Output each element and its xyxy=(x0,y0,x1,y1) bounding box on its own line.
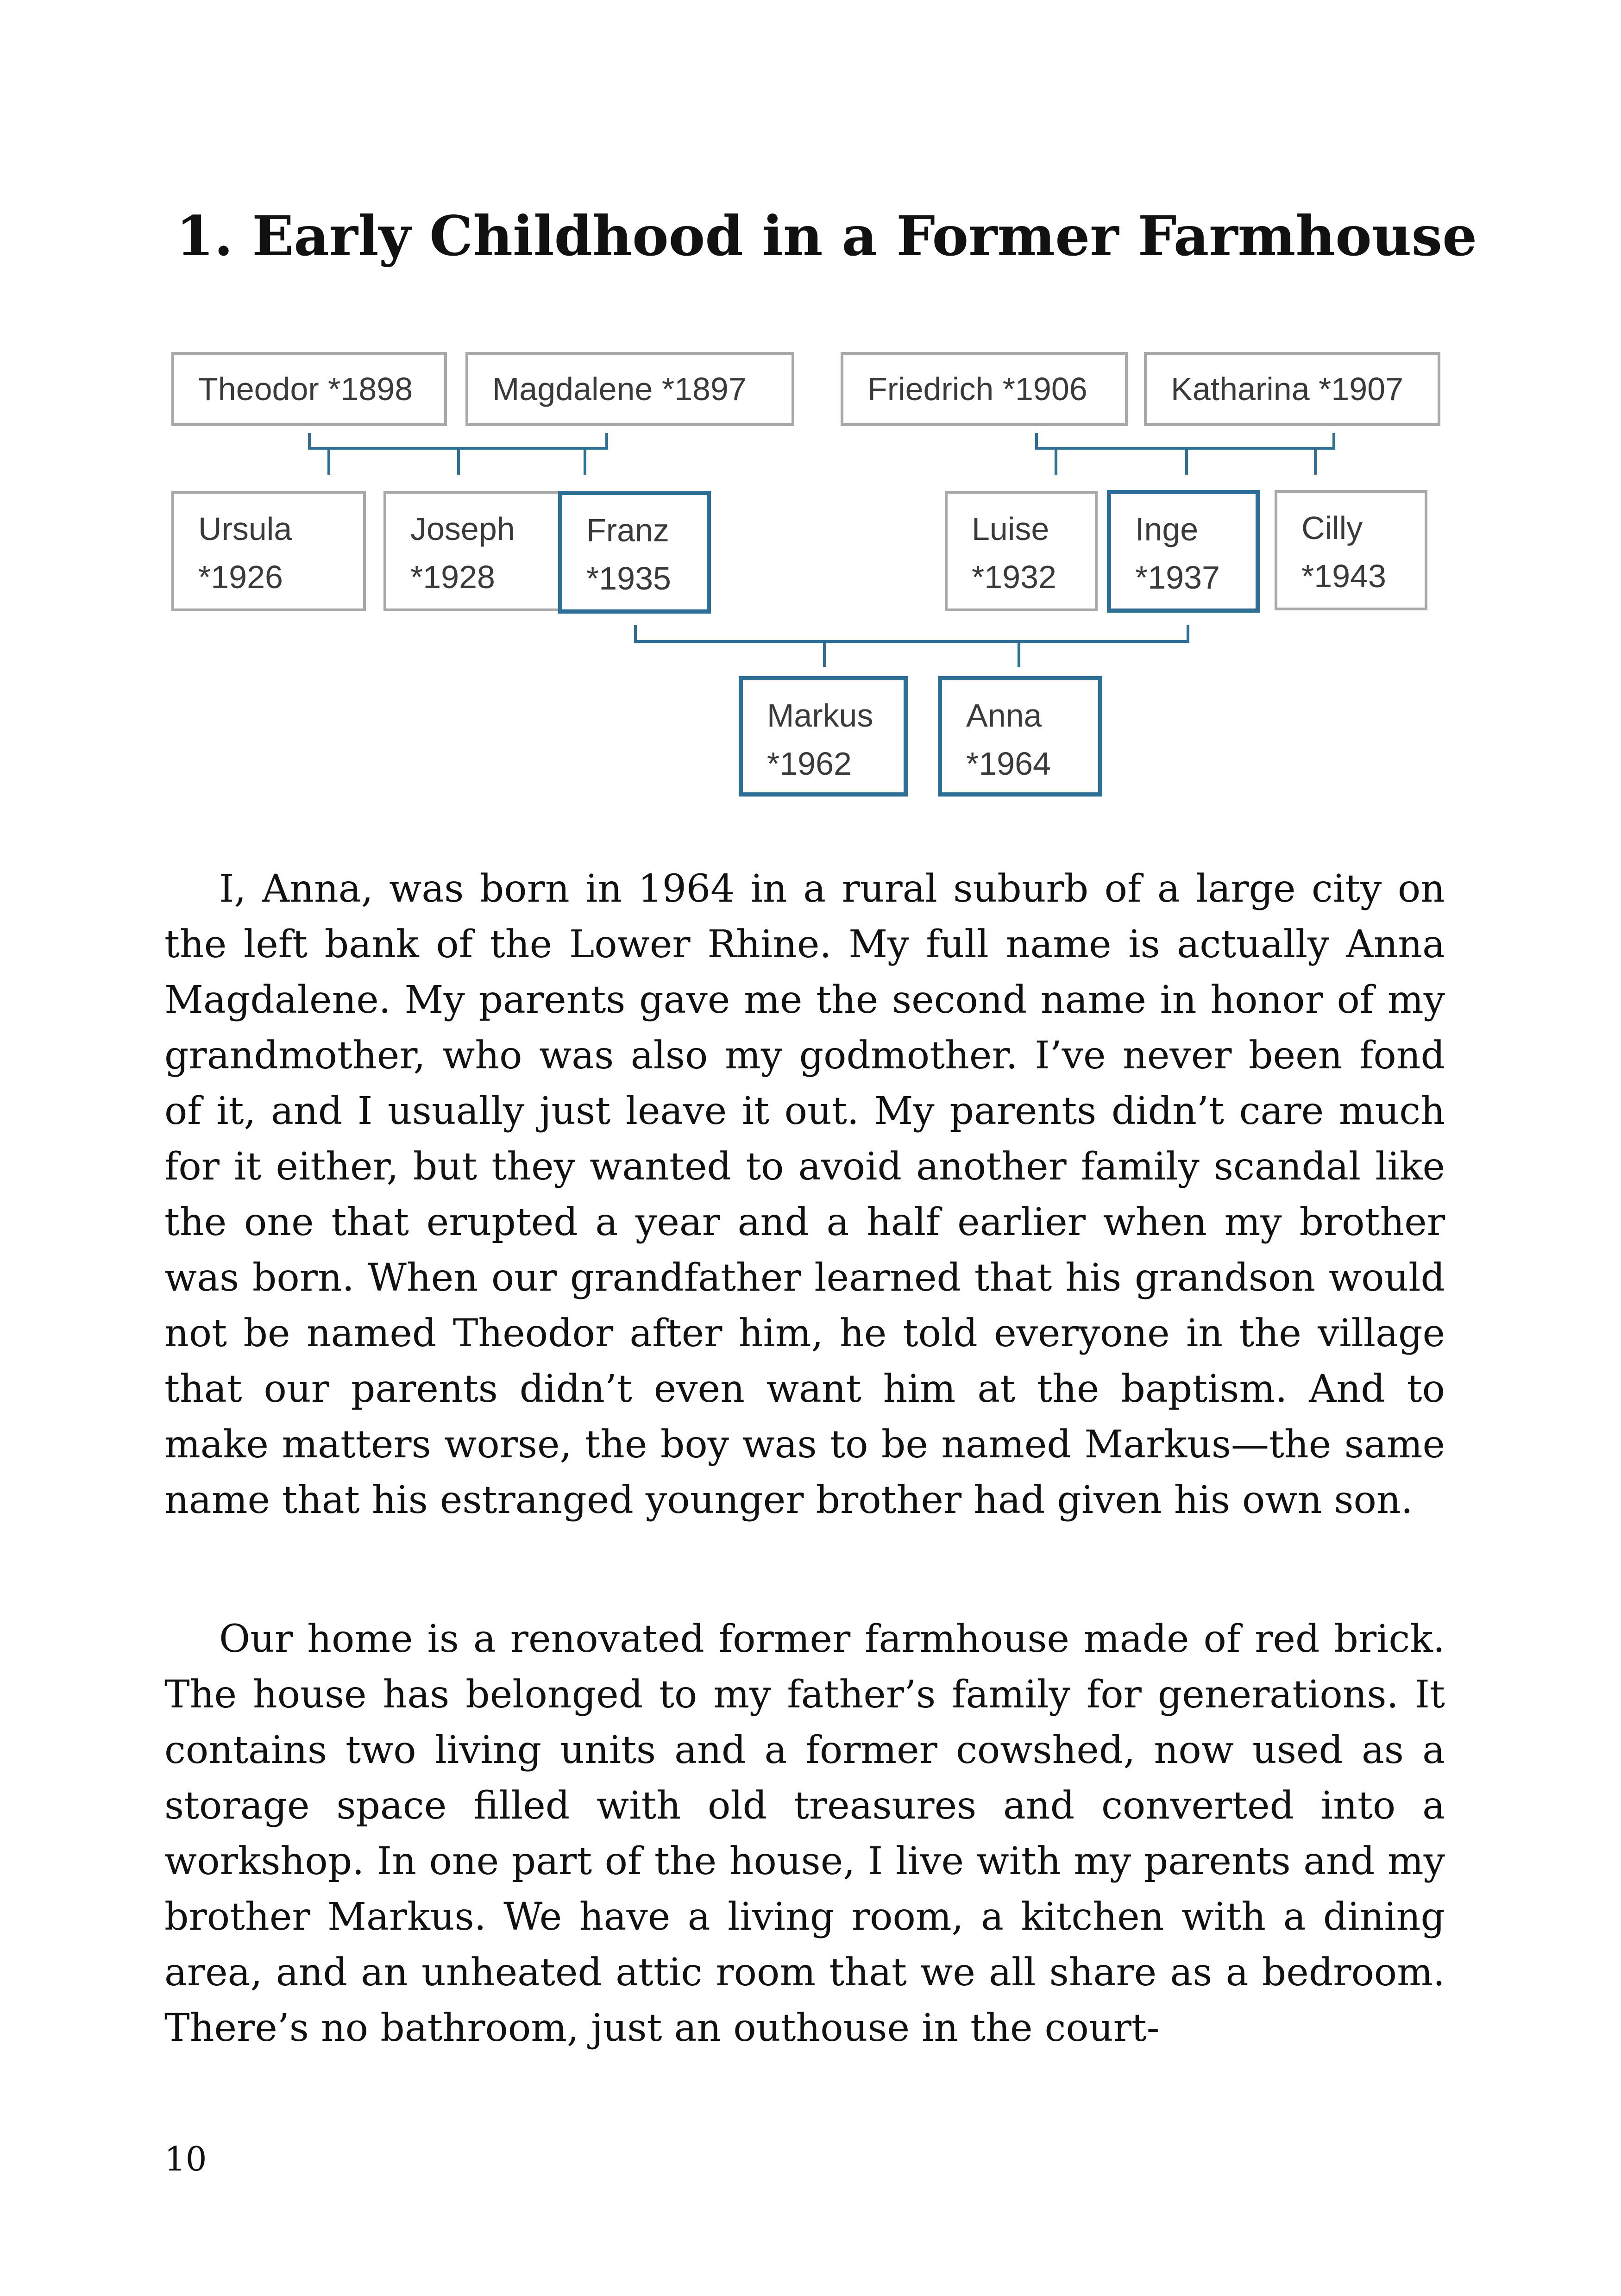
person-name: Joseph xyxy=(410,511,515,547)
person-box-markus xyxy=(739,676,908,797)
person-label: Theodor *1898 xyxy=(198,371,413,407)
connector-paternal xyxy=(309,433,607,475)
person-name: Markus xyxy=(767,697,873,734)
person-box-katharina xyxy=(1144,352,1440,426)
connector-parents xyxy=(635,625,1188,667)
person-box-ursula xyxy=(171,491,366,611)
person-birth-year: *1926 xyxy=(198,559,283,595)
person-box-luise xyxy=(945,491,1098,611)
person-name: Franz xyxy=(586,512,669,548)
person-birth-year: *1935 xyxy=(586,560,671,596)
person-box-theodor xyxy=(171,352,447,426)
person-birth-year: *1932 xyxy=(972,559,1056,595)
person-box-anna xyxy=(938,676,1102,797)
person-box-inge xyxy=(1107,490,1260,613)
person-label: Friedrich *1906 xyxy=(867,371,1087,407)
person-name: Ursula xyxy=(198,511,292,547)
person-box-cilly xyxy=(1275,490,1427,610)
person-label: Magdalene *1897 xyxy=(492,371,747,407)
person-birth-year: *1962 xyxy=(767,746,852,782)
person-name: Inge xyxy=(1135,511,1199,547)
person-name: Anna xyxy=(966,697,1042,734)
person-box-friedrich xyxy=(841,352,1128,426)
person-name: Cilly xyxy=(1301,510,1363,546)
body-paragraph: Our home is a renovated former farmhouse made of red brick. The house has belonged to my father’s family for generations. It contains two living units and a former cowshed, now used as a storage space filled with old treasures and converted into a workshop. In one part of the house, I live with my parents and my brother Markus. We have a living room, a kitchen with a dining area, and an unheated attic room that we all share as a bedroom. There’s no bathroom, just an outhouse in the court- xyxy=(164,1617,1445,2050)
body-paragraph: I, Anna, was born in 1964 in a rural suburb of a large city on the left bank of the Lower Rhine. My full name is actually Anna Magdalene. My parents gave me the second name in honor of my grandmother, who was also my godmother. I’ve never been fond of it, and I usually just leave it out. My parents didn’t care much for it either, but they wanted to avoid another family scandal like the one that erupted a year and a half earlier when my brother was born. When our grandfather learned that his grandson would not be named Theodor after him, he told everyone in the village that our parents didn’t even want him at the baptism. And to make matters worse, the boy was to be named Markus—the same name that his estranged younger brother had given his own son. xyxy=(164,867,1445,1522)
person-label: Katharina *1907 xyxy=(1171,371,1404,407)
person-birth-year: *1928 xyxy=(410,559,495,595)
person-box-joseph xyxy=(383,491,569,611)
connector-maternal xyxy=(1037,433,1334,475)
page-number: 10 xyxy=(164,2139,207,2178)
person-box-magdalene xyxy=(465,352,794,426)
chapter-title: 1. Early Childhood in a Former Farmhouse xyxy=(176,204,1477,268)
person-birth-year: *1943 xyxy=(1301,558,1386,594)
person-birth-year: *1964 xyxy=(966,746,1051,782)
person-birth-year: *1937 xyxy=(1135,559,1220,596)
person-box-franz xyxy=(558,491,711,614)
person-name: Luise xyxy=(972,511,1049,547)
